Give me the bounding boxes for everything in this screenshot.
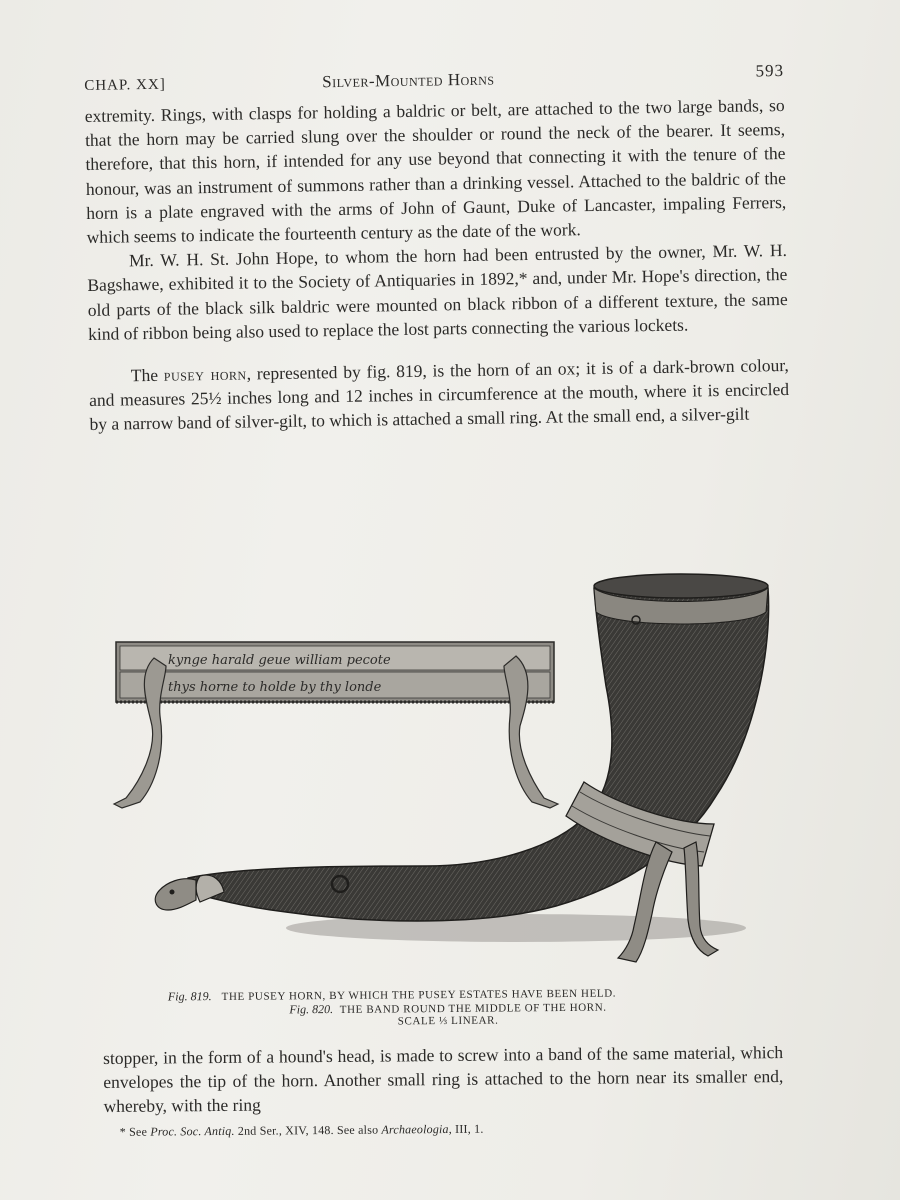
band-inscription-line1: kynge harald geue william pecote	[168, 653, 391, 668]
text-block-top	[84, 59, 790, 437]
paragraph-1: extremity. Rings, with clasps for holding a baldric or belt, are attached to the two large bands, so that the horn may be carried slung over the shoulder or round the neck of the bearer. It seems, therefore, that this horn, if intended for any use beyond that connecting it with the tenure of the honour, was an instrument of summons rather than a drinking vessel. Attached to the baldric of the horn is a plate engraved with the arms of John of Gaunt, Duke of Lancaster, impaling Ferrers, which seems to indicate the fourteenth century as the date of the work.	[84, 95, 787, 247]
band-inscription-line2: thys horne to holde by thy londe	[168, 680, 382, 695]
chapter-label: CHAP. XX]	[84, 76, 166, 94]
horn-illustration	[96, 566, 786, 986]
paragraph-4: stopper, in the form of a hound's head, is made to screw into a band of the same material, which envelopes the tip of the horn. Another small ring is attached to the horn near its smaller end, whereby, with the ring	[103, 1042, 784, 1117]
page-title: Silver-Mounted Horns	[322, 69, 495, 92]
text-block-bottom	[103, 1040, 784, 1140]
horn-figure-819	[155, 574, 768, 962]
footnote: * See Proc. Soc. Antiq. 2nd Ser., XIV, 148. See also Archaeologia, III, 1.	[119, 1121, 484, 1139]
figure-caption	[168, 986, 728, 1030]
paragraph-2: Mr. W. H. St. John Hope, to whom the horn had been entrusted by the owner, Mr. W. H. Bagshawe, exhibited it to the Society of Antiquaries in 1892,* and, under Mr. Hope's direction, the old parts of the black silk baldric were mounted on black ribbon of a different texture, the same kind of ribbon being also used to replace the lost parts connecting the various lockets.	[87, 240, 788, 344]
horn-engraving	[96, 566, 786, 986]
band-figure-820	[114, 642, 558, 808]
caption-fig820: Fig. 820. THE BAND ROUND THE MIDDLE OF THE HORN.	[289, 1001, 607, 1016]
caption-fig819: Fig. 819. THE PUSEY HORN, BY WHICH THE PUSEY ESTATES HAVE BEEN HELD.	[167, 987, 617, 1004]
page-number: 593	[755, 61, 785, 81]
paragraph-3: The pusey horn, represented by fig. 819, is the horn of an ox; it is of a dark-brown colour, and measures 25½ inches long and 12 inches in circumference at the mouth, where it is encircled by a narrow band of silver-gilt, to which is attached a small ring. At the small end, a silver-gilt	[89, 354, 790, 435]
caption-scale: SCALE ⅓ LINEAR.	[397, 1014, 499, 1028]
